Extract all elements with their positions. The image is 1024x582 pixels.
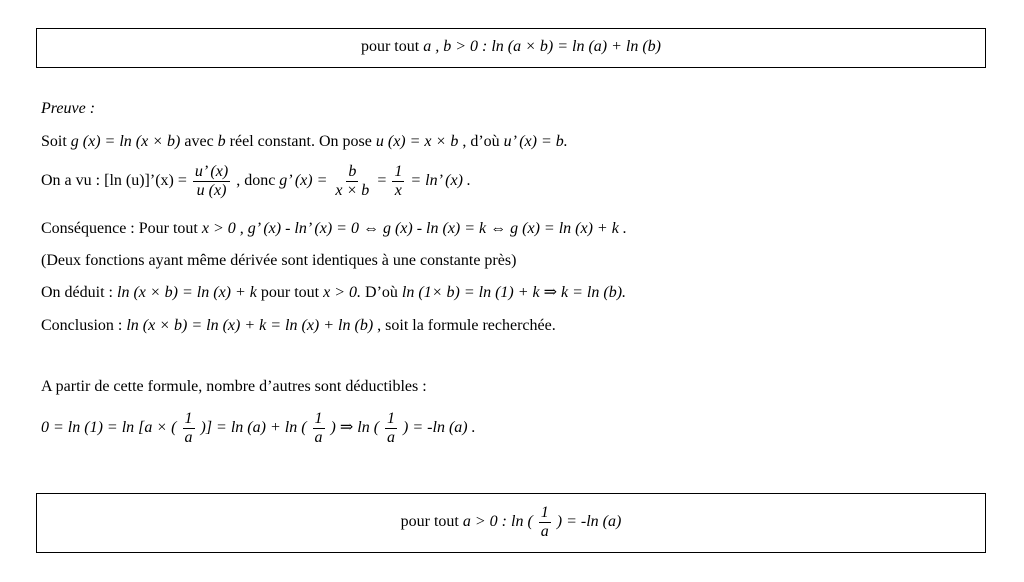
proof-line-2: On a vu : [ln (u)]’(x) = $\frac{u’ (x)}{u (x)}$ , donc g’ (x) = $\frac{b}{x \times b}$ = $\frac{1}{x}$ = ln’ (x) . xyxy=(41,163,471,199)
proof-line-6: Conclusion : ln (x × b) = ln (x) + k = ln (x) + ln (b) , soit la formule recherchée. xyxy=(41,317,556,334)
fraction-b-over-xb: $\frac{b}{x \times b}$ xyxy=(335,163,370,199)
fraction-1-over-a: $\frac{1}{a}$ xyxy=(184,410,193,446)
fraction-1-over-x: $\frac{1}{x}$ xyxy=(394,163,403,199)
fraction-u-prime-over-u: $\frac{u’ (x)}{u (x)}$ xyxy=(194,163,229,199)
fraction-1-over-a: $\frac{1}{a}$ xyxy=(314,410,323,446)
fraction-1-over-a: $\frac{1}{a}$ xyxy=(540,504,549,540)
box-top-prefix: pour tout xyxy=(360,38,424,55)
box-top-vars: a , b > 0 : xyxy=(423,38,492,55)
proof-line-4: (Deux fonctions ayant même dérivée sont identiques à une constante près) xyxy=(41,252,517,269)
box-top-formula: ln (a × b) = ln (a) + ln (b) xyxy=(491,38,662,55)
proof-line-8: 0 = ln (1) = ln [a × ( $\frac{1}{a}$ )] = ln (a) + ln ( $\frac{1}{a}$ ) ⇒ ln ( $\frac{1}{a}$ ) = -ln (a) . xyxy=(41,410,476,446)
proof-line-1: Soit g (x) = ln (x × b) avec b réel constant. On pose u (x) = x × b , d’où u’ (x) = b. xyxy=(41,133,568,150)
theorem-box-bottom: pour tout a > 0 : ln ( $\frac{1}{a}$ ) = -ln (a) xyxy=(36,493,986,553)
preuve-label: Preuve : xyxy=(41,100,96,117)
proof-line-7: A partir de cette formule, nombre d’autres sont déductibles : xyxy=(41,378,427,395)
fraction-1-over-a: $\frac{1}{a}$ xyxy=(387,410,396,446)
proof-line-3: Conséquence : Pour tout x > 0 , g’ (x) - ln’ (x) = 0 ⇔ g (x) - ln (x) = k ⇔ g (x) = ln (x) + k . xyxy=(41,220,627,237)
theorem-box-top xyxy=(36,28,986,68)
proof-line-5: On déduit : ln (x × b) = ln (x) + k pour tout x > 0. D’où ln (1× b) = ln (1) + k ⇒ k = ln (b). xyxy=(41,284,627,301)
